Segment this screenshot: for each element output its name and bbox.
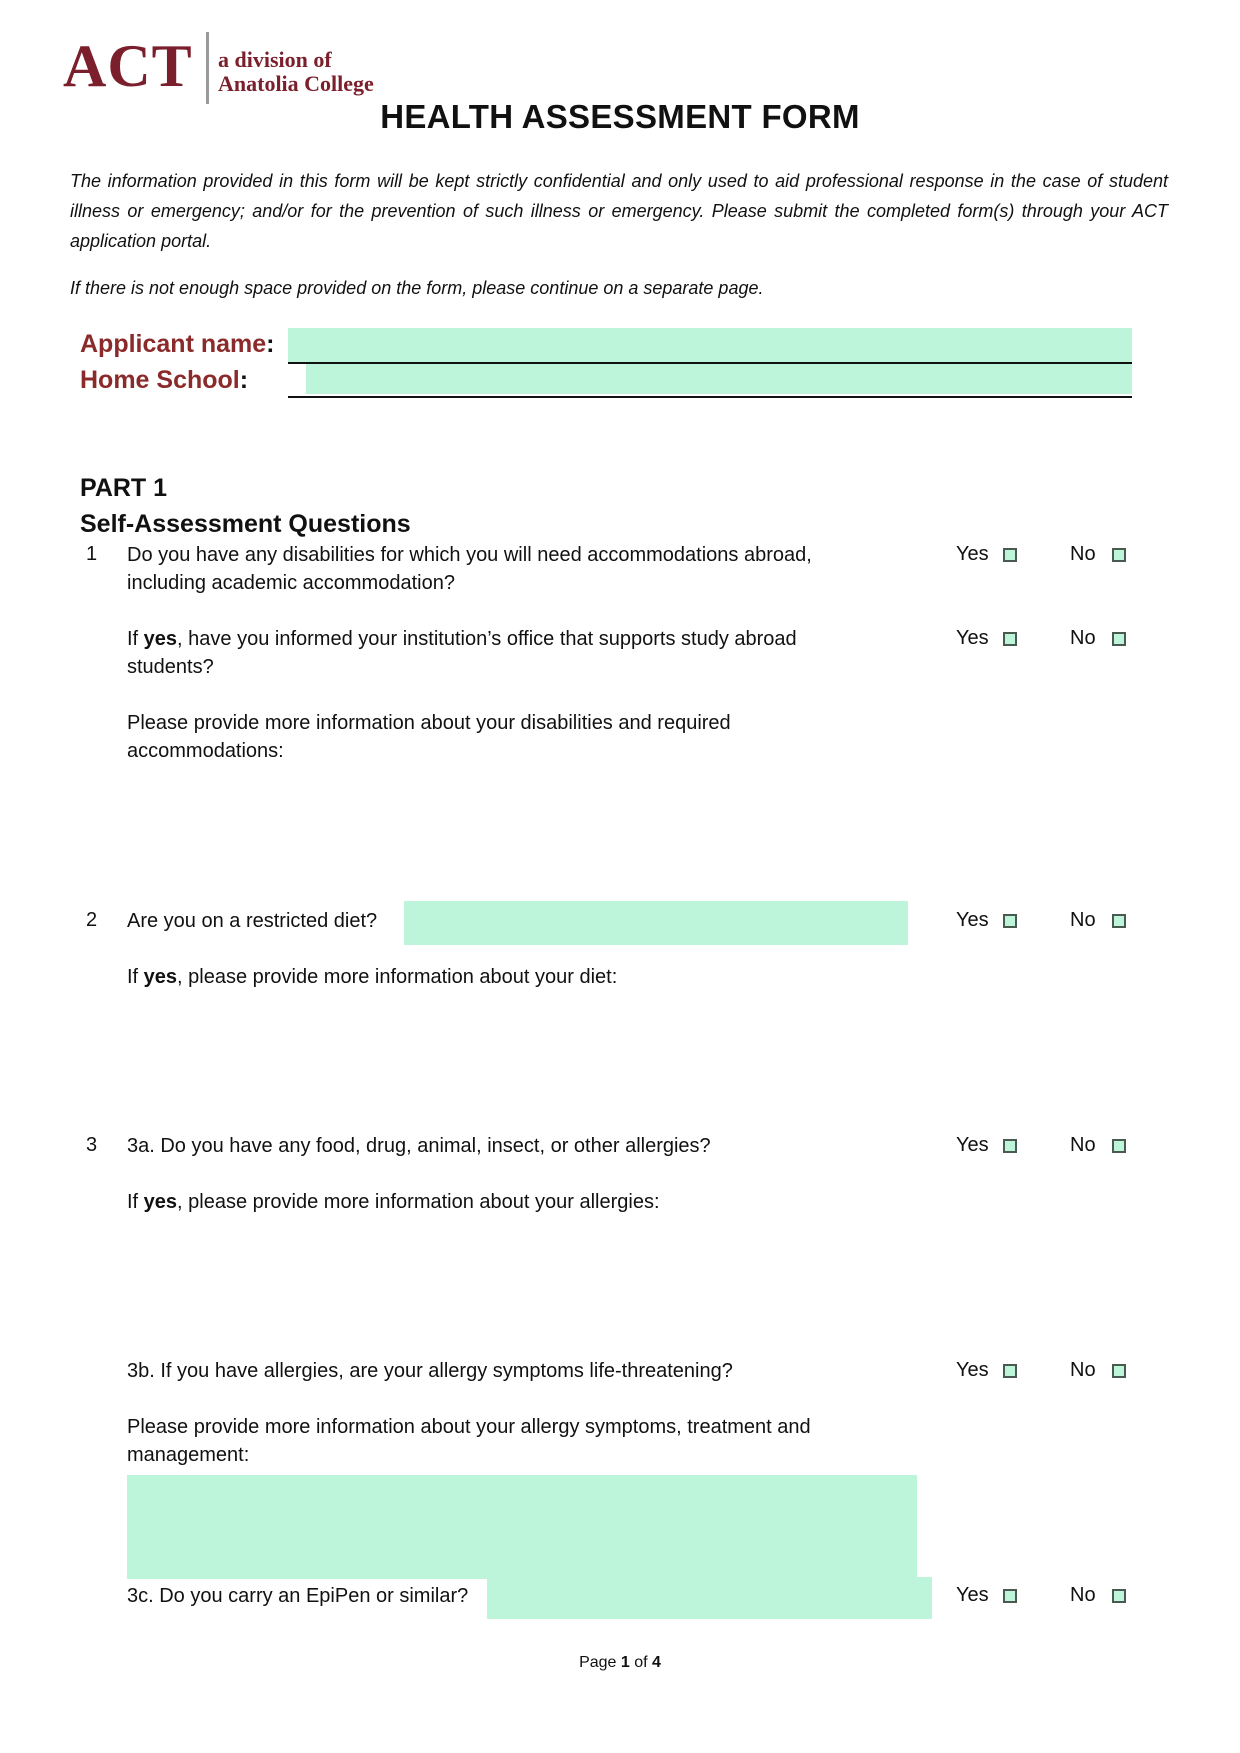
question-3b-text: 3b. If you have allergies, are your allergy symptoms life-threatening? [127,1360,733,1382]
q1-details-field[interactable] [127,770,907,890]
q1b-yes-checkbox[interactable] [1003,632,1017,646]
q1b-no-label: No [1070,627,1096,649]
q2-diet-field[interactable] [404,901,908,945]
q2-yes-checkbox[interactable] [1003,914,1017,928]
q3a-no-label: No [1070,1134,1096,1156]
part-subheading: Self-Assessment Questions [80,510,411,538]
q2-details-field[interactable] [127,1000,907,1110]
question-1b-text: If yes, have you informed your institution’s office that supports study abroad students? [127,628,797,678]
logo-division-text [218,48,374,96]
q3a-yes-checkbox[interactable] [1003,1139,1017,1153]
q3b-details-field[interactable] [127,1475,917,1579]
q3b-yes-checkbox[interactable] [1003,1364,1017,1378]
logo-division-line1: a division of [218,47,332,72]
q3c-yes-label: Yes [956,1584,989,1606]
q1b-no-checkbox[interactable] [1112,632,1126,646]
q1-no-label: No [1070,543,1096,565]
home-school-label: Home School: [80,366,249,394]
logo-division-line2: Anatolia College [218,71,374,96]
q3c-no-label: No [1070,1584,1096,1606]
q3c-epipen-field[interactable] [487,1577,932,1619]
q3c-no-checkbox[interactable] [1112,1589,1126,1603]
q1-yes-label: Yes [956,543,989,565]
q3b-no-label: No [1070,1359,1096,1381]
page-title: HEALTH ASSESSMENT FORM [380,98,860,135]
q3a-no-checkbox[interactable] [1112,1139,1126,1153]
q3b-yes-label: Yes [956,1359,989,1381]
q3c-yes-checkbox[interactable] [1003,1589,1017,1603]
q3b-no-checkbox[interactable] [1112,1364,1126,1378]
home-school-field[interactable] [306,364,1132,394]
question-1-text: Do you have any disabilities for which you will need accommodations abroad, including academic accommodation? [127,544,812,594]
part-heading: PART 1 [80,474,168,502]
question-3c-text: 3c. Do you carry an EpiPen or similar? [127,1585,469,1607]
q1b-yes-label: Yes [956,627,989,649]
question-2-text: Are you on a restricted diet? [127,910,378,932]
q2-no-label: No [1070,909,1096,931]
question-3a-followup-text: If yes, please provide more information about your allergies: [127,1191,660,1213]
question-number-1: 1 [86,543,98,565]
q3a-details-field[interactable] [127,1225,907,1335]
question-2b-text: If yes, please provide more information about your diet: [127,966,618,988]
q3a-yes-label: Yes [956,1134,989,1156]
question-number-3: 3 [86,1134,98,1156]
logo-act: ACT [63,33,193,99]
q2-yes-label: Yes [956,909,989,931]
question-3a-text: 3a. Do you have any food, drug, animal, insect, or other allergies? [127,1135,711,1157]
question-number-2: 2 [86,909,98,931]
q1-yes-checkbox[interactable] [1003,548,1017,562]
page-number: Page 1 of 4 [579,1654,661,1671]
q2-no-checkbox[interactable] [1112,914,1126,928]
question-3b-details-prompt: Please provide more information about your allergy symptoms, treatment and management: [127,1416,811,1466]
q1-no-checkbox[interactable] [1112,548,1126,562]
intro-paragraph: The information provided in this form will be kept strictly confidential and only used to aid professional response in the case of student illness or emergency; and/or for the prevention of such illness or emergency. Please submit the completed form(s) through your ACT application portal. [70,171,1168,251]
applicant-name-field[interactable] [288,328,1132,364]
space-note: If there is not enough space provided on the form, please continue on a separate page. [70,278,764,298]
logo-divider [206,32,209,104]
applicant-name-label: Applicant name: [80,330,275,358]
question-1c-text: Please provide more information about your disabilities and required accommodations: [127,712,731,762]
